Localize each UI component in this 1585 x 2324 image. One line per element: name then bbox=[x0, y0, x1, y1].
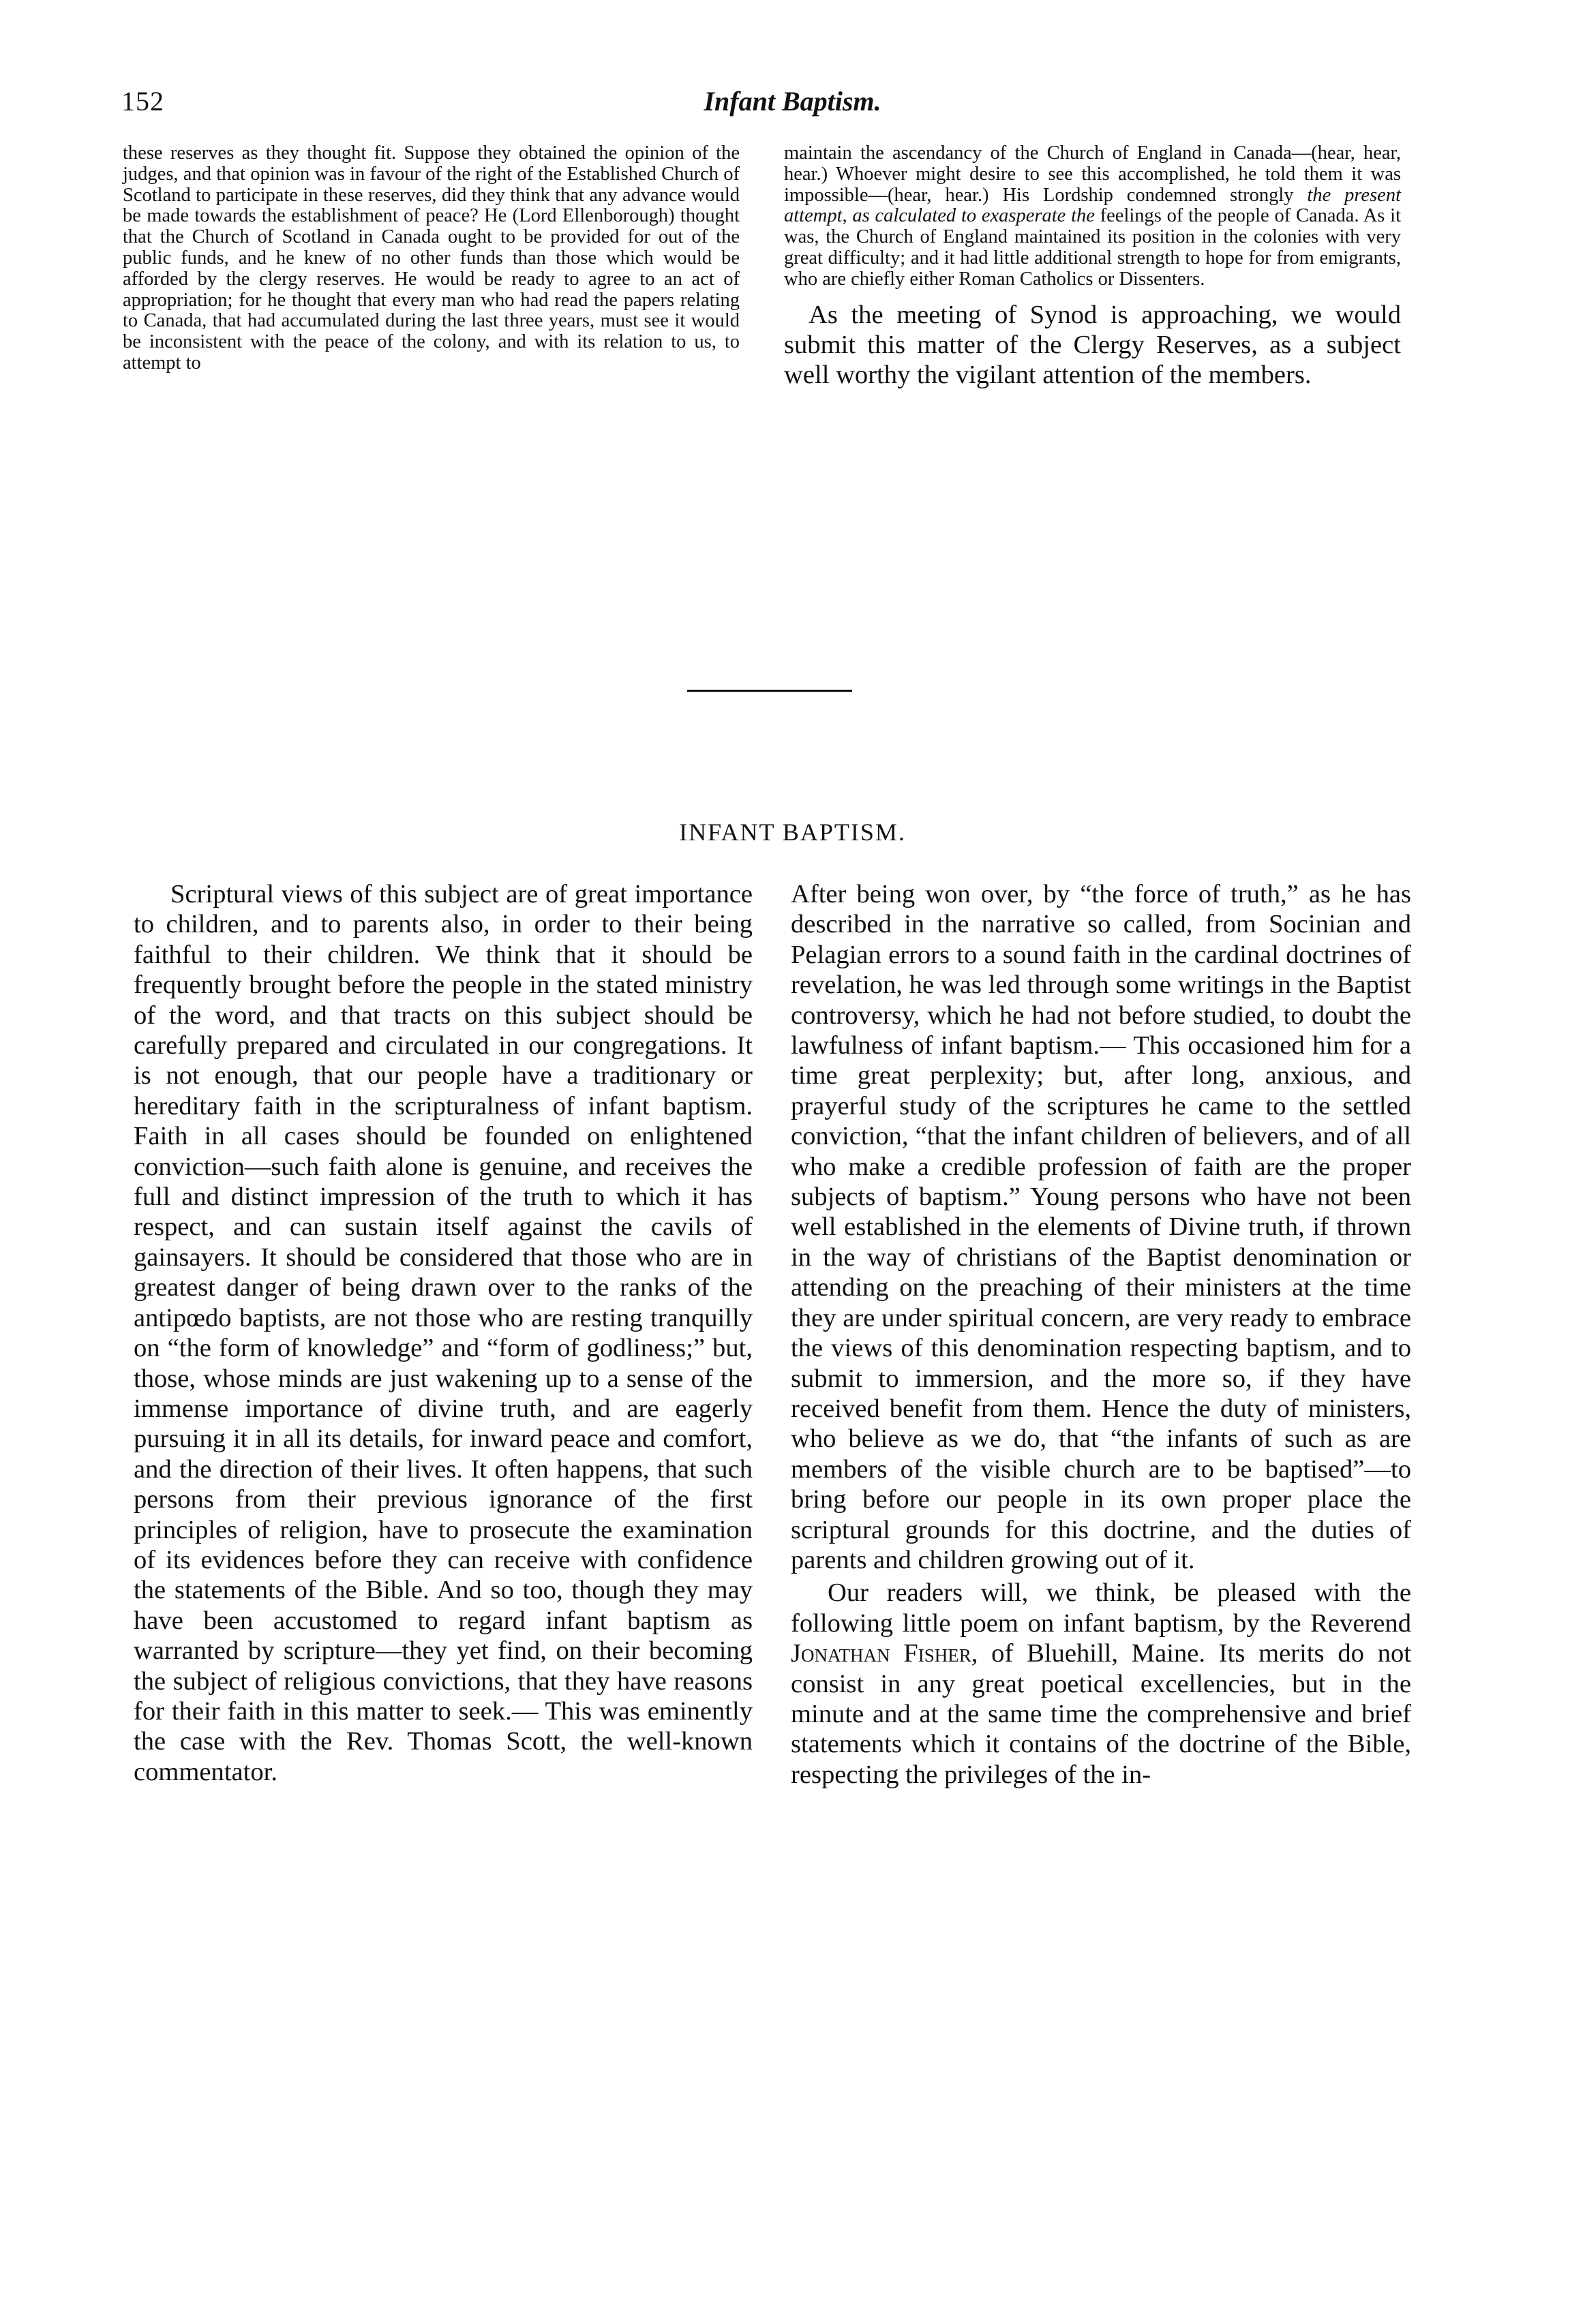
article-left-column bbox=[134, 879, 753, 1787]
poem-intro-paragraph bbox=[791, 1578, 1411, 1790]
synod-paragraph: As the meeting of Synod is approaching, we would submit this matter of the Clergy Reserves, as a subject well worthy the vigilant attention of the members. bbox=[784, 300, 1401, 390]
page-number: 152 bbox=[121, 86, 164, 117]
parliament-report-continuation bbox=[784, 143, 1401, 290]
article-paragraph-1: Scriptural views of this subject are of great importance to children, and to parents also, in order to their being faithful to their children. We think that it should be frequently brought before the people in the stated ministry of the word, and that tracts on this subject should be carefully prepared and circulated in our congregations. It is not enough, that our people have a traditionary or hereditary faith in the scripturalness of infant baptism. Faith in all cases should be founded on enlightened conviction—such faith alone is genuine, and receives the full and distinct impression of the truth to which it has respect, and can sustain itself against the cavils of gainsayers. It should be considered that those who are in greatest danger of being drawn over to the ranks of the antipœdo baptists, are not those who are resting tranquilly on “the form of knowledge” and “form of godliness;” but, those, whose minds are just wakening up to a sense of the immense importance of divine truth, and are eagerly pursuing it in all its details, for inward peace and comfort, and the direction of their lives. It often happens, that such persons from their previous ignorance of the first principles of religion, have to prosecute the examination of its evidences before they can receive with confidence the statements of the Bible. And so too, though they may have been accustomed to regard infant baptism as warranted by scripture—they yet find, on their becoming the subject of religious convictions, that they have reasons for their faith in this matter to seek.— This was eminently the case with the Rev. Thomas Scott, the well-known commentator. bbox=[134, 880, 753, 1786]
continuation-emphasis: the present attempt, as calculated to exasperate the bbox=[784, 184, 1401, 227]
parliament-report-paragraph: these reserves as they thought fit. Suppose they obtained the opinion of the judges, and that opinion was in favour of the right of the Established Church of Scotland to participate in these reserves, did they think that any advance would be made towards the establishment of peace? He (Lord Ellenborough) thought that the Church of Scotland in Canada ought to be provided for out of the public funds, and he knew of no other funds than those which would be afforded by the clergy reserves. He would be ready to agree to an act of appropriation; for he thought that every man who had read the papers relating to Canada, that had accumulated during the last three years, must see it would be inconsistent with the peace of the colony, and with its relation to us, to attempt to bbox=[123, 142, 740, 373]
author-name: Jonathan Fisher bbox=[791, 1639, 971, 1668]
continuation-text-2: feelings of the people of Canada. As it was, the Church of England maintained its position in the colonies with very great difficulty; and it had little additional strength to hope for from emigrants, who are chiefly either Roman Catholics or Dissenters. bbox=[784, 205, 1401, 290]
article-title: INFANT BAPTISM. bbox=[679, 819, 906, 846]
top-left-column bbox=[123, 143, 740, 374]
article-paragraph-1-continued: After being won over, by “the force of truth,” as he has described in the narrative so called, from Socinian and Pelagian errors to a sound faith in the cardinal doctrines of revelation, he was led through some writings in the Baptist controversy, which he had not before studied, to doubt the lawfulness of infant baptism.— This occasioned him for a time great perplexity; but, after long, anxious, and prayerful study of the scriptures he came to the settled conviction, “that the infant children of believers, and of all who make a credible profession of faith are the proper subjects of baptism.” Young persons who have not been well established in the elements of Divine truth, if thrown in the way of christians of the Baptist denomination or attending on the preaching of their ministers at the time they are under spiritual concern, are very ready to embrace the views of this denomination respecting baptism, and to submit to immersion, and the more so, if they have received benefit from them. Hence the duty of ministers, who believe as we do, that “the infants of such as are members of the visible church are to be baptised”—to bring before our people in its own proper place the scriptural grounds for this doctrine, and the duties of parents and children growing out of it. bbox=[791, 880, 1411, 1574]
top-right-column bbox=[784, 143, 1401, 391]
article-right-column bbox=[791, 879, 1411, 1790]
section-divider bbox=[687, 690, 852, 692]
poem-intro-text-2: , of Bluehill, Maine. Its merits do not consist in any great poetical excellencies, but in the minute and at the same time the comprehensive and brief statements which it contains of the doctrine of the Bible, respecting the privileges of the in- bbox=[791, 1639, 1411, 1789]
poem-intro-text-1: Our readers will, we think, be pleased with the following little poem on infant baptism, by the Reverend bbox=[791, 1578, 1411, 1638]
continuation-text-1: maintain the ascendancy of the Church of England in Canada—(hear, hear, hear.) Whoever might desire to see this accomplished, he told them it was impossible—(hear, hear.) His Lordship condemned strongly bbox=[784, 142, 1401, 206]
running-head: Infant Baptism. bbox=[704, 86, 881, 117]
